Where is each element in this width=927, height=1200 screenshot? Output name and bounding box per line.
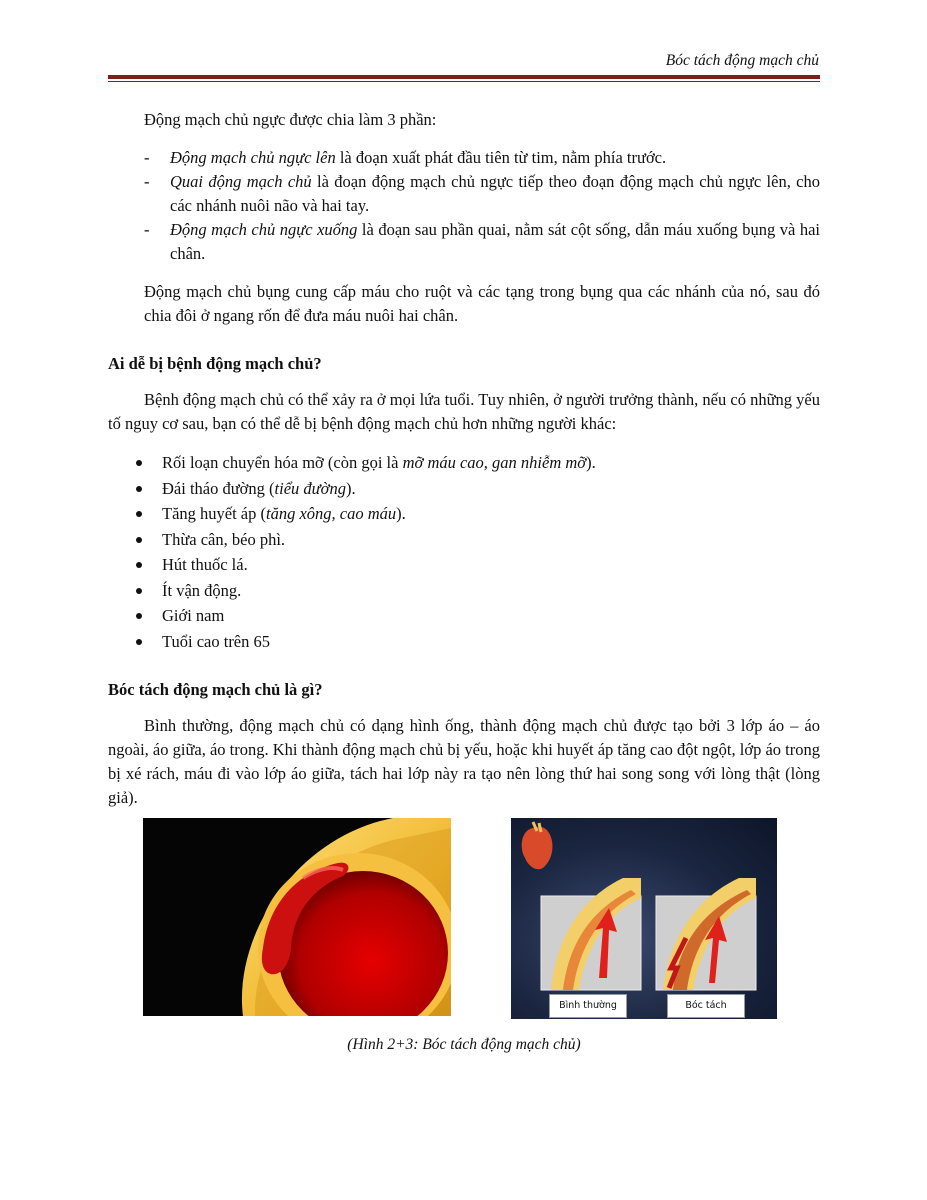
label-dissection: Bóc tách [667, 994, 745, 1018]
risk-emphasis: mỡ máu cao, gan nhiễm mỡ [402, 453, 587, 472]
aorta-parts-list [108, 146, 820, 266]
section-heading-dissection: Bóc tách động mạch chủ là gì? [108, 680, 323, 699]
risk-emphasis: tiểu đường [274, 478, 346, 498]
figure-caption: (Hình 2+3: Bóc tách động mạch chủ) [347, 1036, 581, 1053]
abdominal-paragraph: Động mạch chủ bụng cung cấp máu cho ruột và các tạng trong bụng qua các nhánh của nó, sau đó chia đôi ở ngang rốn để đưa máu nuôi hai chân. [144, 282, 820, 325]
list-item [108, 578, 820, 604]
aorta-comparison-image [511, 818, 777, 1019]
bullet-icon [136, 511, 142, 517]
header-rule-thick [108, 75, 820, 79]
list-item [108, 170, 820, 218]
list-item [108, 629, 820, 655]
risk-text: Thừa cân, béo phì. [162, 529, 286, 549]
risk-text: Rối loạn chuyển hóa mỡ (còn gọi là [162, 453, 403, 472]
bullet-icon [136, 460, 142, 466]
risk-factors-list [108, 450, 820, 654]
page-content [108, 108, 820, 810]
list-item [108, 527, 820, 553]
dissection-paragraph: Bình thường, động mạch chủ có dạng hình ống, thành động mạch chủ được tạo bởi 3 lớp áo – áo ngoài, áo giữa, áo trong. Khi thành động mạch chủ bị yếu, hoặc khi huyết áp tăng cao đột ngột, lớp áo trong bị xé rách, máu đi vào lớp áo giữa, tách hai lớp này ra tạo nên lòng thứ hai song song với lòng thật (lòng giả). [108, 716, 820, 807]
dash-marker: - [144, 148, 150, 167]
list-item [108, 450, 820, 476]
list-item [108, 603, 820, 629]
page-header-title: Bóc tách động mạch chủ [665, 52, 819, 69]
section-heading-risk: Ai dễ bị bệnh động mạch chủ? [108, 354, 322, 373]
part-term: Động mạch chủ ngực xuống [170, 220, 358, 239]
dash-marker: - [144, 220, 150, 239]
aorta-cross-section-illustration [143, 818, 451, 1016]
risk-text-end: ). [396, 504, 406, 523]
part-term: Động mạch chủ ngực lên [170, 148, 336, 167]
list-item [108, 476, 820, 502]
risk-text-end: ). [586, 453, 596, 472]
aorta-comparison-illustration [511, 818, 777, 1019]
risk-text: Giới nam [162, 606, 225, 625]
list-item [108, 146, 820, 170]
dash-marker: - [144, 172, 150, 191]
part-term: Quai động mạch chủ [170, 172, 312, 191]
bullet-icon [136, 537, 142, 543]
bullet-icon [136, 588, 142, 594]
risk-emphasis: tăng xông, cao máu [266, 504, 397, 523]
risk-text: Tăng huyết áp ( [162, 504, 267, 523]
risk-text-end: ). [345, 478, 356, 498]
heart-icon [522, 827, 553, 869]
risk-text: Hút thuốc lá. [162, 555, 248, 574]
part-text: là đoạn động mạch chủ ngực tiếp theo đoạn động mạch chủ ngực lên, cho các nhánh nuôi não và hai tay. [170, 172, 820, 215]
intro-paragraph: Động mạch chủ ngực được chia làm 3 phần: [144, 110, 437, 129]
bullet-icon [136, 562, 142, 568]
risk-text: Ít vận động. [162, 580, 242, 600]
risk-text: Tuổi cao trên 65 [162, 631, 271, 651]
list-item [108, 218, 820, 266]
part-text: là đoạn xuất phát đầu tiên từ tim, nằm phía trước. [335, 148, 667, 167]
bullet-icon [136, 639, 142, 645]
list-item [108, 552, 820, 578]
risk-text: Đái tháo đường ( [162, 478, 275, 498]
bullet-icon [136, 486, 142, 492]
label-normal: Bình thường [549, 994, 627, 1018]
part-text: là đoạn sau phần quai, nằm sát cột sống, dẫn máu xuống bụng và hai chân. [170, 220, 820, 263]
risk-paragraph: Bệnh động mạch chủ có thể xảy ra ở mọi lứa tuổi. Tuy nhiên, ở người trưởng thành, nếu có những yếu tố nguy cơ sau, bạn có thể dễ bị bệnh động mạch chủ hơn những người khác: [108, 390, 820, 433]
bullet-icon [136, 613, 142, 619]
list-item [108, 501, 820, 527]
aorta-cross-section-image [143, 818, 451, 1016]
header-rule-thin [108, 81, 820, 82]
